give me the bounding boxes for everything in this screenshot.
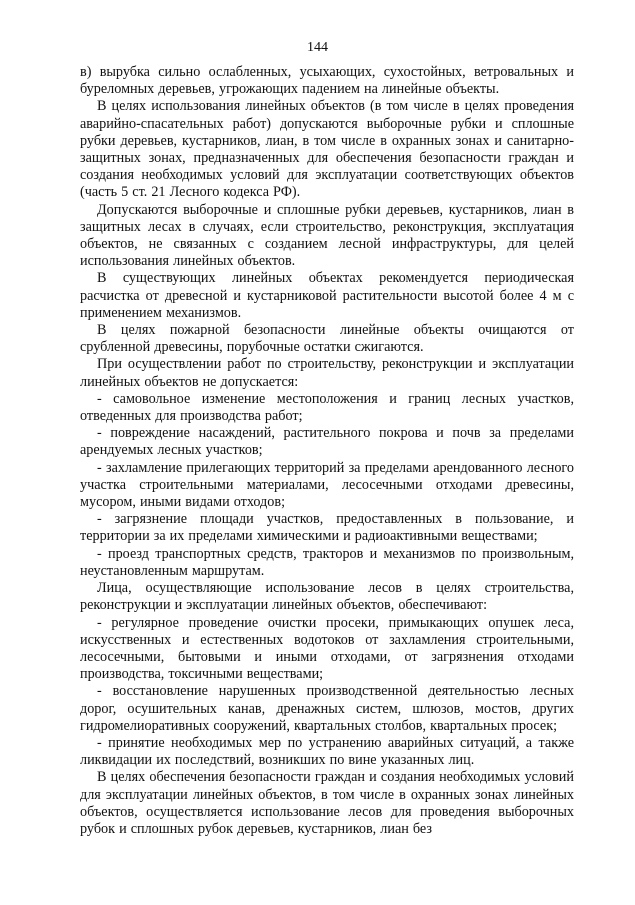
paragraph: В целях обеспечения безопасности граждан и создания необходимых условий для эксплуатации линейных объектов, в том числе в охранных зонах линейных объектов, осуществляется использование лесов для проведения выборочных рубок и сплошных рубок деревьев, кустарников, лиан без bbox=[80, 769, 574, 837]
document-body bbox=[80, 64, 574, 838]
paragraph: В целях использования линейных объектов (в том числе в целях проведения аварийно-спасательных работ) допускаются выборочные рубки и сплошные рубки деревьев, кустарников, лиан, в том числе в охранных зонах и санитарно-защитных зонах, предназначенных для обеспечения безопасности граждан и создания необходимых условий для эксплуатации соответствующих объектов (часть 5 ст. 21 Лесного кодекса РФ). bbox=[80, 98, 574, 201]
list-item: - самовольное изменение местоположения и границ лесных участков, отведенных для производства работ; bbox=[80, 390, 574, 425]
paragraph: При осуществлении работ по строительству, реконструкции и эксплуатации линейных объектов не допускается: bbox=[80, 356, 574, 390]
list-item: - проезд транспортных средств, тракторов и механизмов по произвольным, неустановленным маршрутам. bbox=[80, 545, 574, 579]
paragraph: Лица, осуществляющие использование лесов в целях строительства, реконструкции и эксплуатации линейных объектов, обеспечивают: bbox=[80, 580, 574, 614]
list-item: - принятие необходимых мер по устранению аварийных ситуаций, а также ликвидации их последствий, возникших по вине указанных лиц. bbox=[80, 734, 574, 769]
list-item: - регулярное проведение очистки просеки, примыкающих опушек леса, искусственных и естественных водотоков от захламления строительными, лесосечными, бытовыми и иными отходами, от загрязнения отходами производства, токсичными веществами; bbox=[80, 614, 574, 683]
page-number: 144 bbox=[307, 40, 328, 55]
paragraph-clause-v: в) вырубка сильно ослабленных, усыхающих, сухостойных, ветровальных и буреломных деревьев, угрожающих падением на линейные объекты. bbox=[80, 64, 574, 98]
paragraph: В целях пожарной безопасности линейные объекты очищаются от срубленной древесины, порубочные остатки сжигаются. bbox=[80, 322, 574, 356]
list-item: - загрязнение площади участков, предоставленных в пользование, и территории за их пределами химическими и радиоактивными веществами; bbox=[80, 511, 574, 545]
paragraph: Допускаются выборочные и сплошные рубки деревьев, кустарников, лиан в защитных лесах в случаях, если строительство, реконструкция, эксплуатация объектов, не связанных с созданием лесной инфраструктуры, для целей использования линейных объектов. bbox=[80, 201, 574, 270]
list-item: - восстановление нарушенных производственной деятельностью лесных дорог, осушительных канав, дренажных систем, шлюзов, мостов, других гидромелиоративных сооружений, квартальных столбов, квартальных просек; bbox=[80, 683, 574, 734]
paragraph: В существующих линейных объектах рекомендуется периодическая расчистка от древесной и кустарниковой растительности высотой более 4 м с применением механизмов. bbox=[80, 270, 574, 321]
list-item: - повреждение насаждений, растительного покрова и почв за пределами арендуемых лесных участков; bbox=[80, 425, 574, 459]
list-item: - захламление прилегающих территорий за пределами арендованного лесного участка строительными материалами, лесосечными отходами древесины, мусором, иными видами отходов; bbox=[80, 459, 574, 511]
